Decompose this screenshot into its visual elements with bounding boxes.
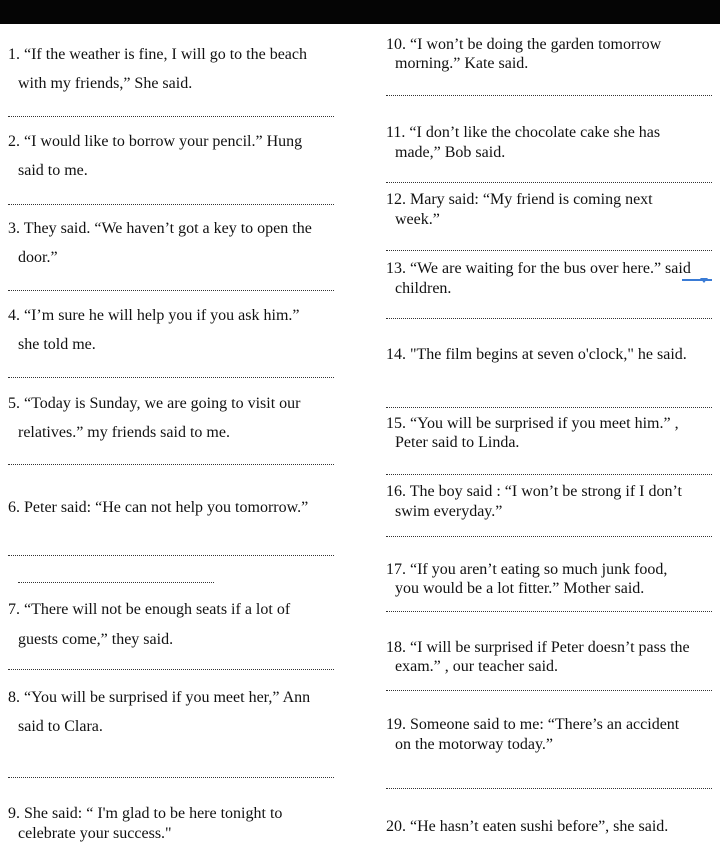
question-5-line-1: 5. “Today is Sunday, we are going to visit our	[8, 395, 301, 412]
question-1-line-1: 1. “If the weather is fine, I will go to the beach	[8, 46, 307, 63]
answer-line-8[interactable]	[8, 777, 334, 778]
question-16-line-2: swim everyday.”	[395, 503, 503, 520]
answer-line-2[interactable]	[8, 204, 334, 205]
answer-line-12[interactable]	[386, 250, 712, 251]
question-18-line-1: 18. “I will be surprised if Peter doesn’t pass the	[386, 639, 690, 656]
question-19-line-2: on the motorway today.”	[395, 736, 554, 753]
question-8-line-2: said to Clara.	[18, 718, 103, 735]
question-12-line-2: week.”	[395, 211, 440, 228]
answer-line-13[interactable]	[386, 318, 712, 319]
question-4-line-1: 4. “I’m sure he will help you if you ask him.”	[8, 307, 300, 324]
question-7-line-2: guests come,” they said.	[18, 631, 174, 648]
question-11-line-1: 11. “I don’t like the chocolate cake she has	[386, 124, 661, 141]
answer-line-16[interactable]	[386, 536, 712, 537]
answer-line-3[interactable]	[8, 290, 334, 291]
question-12-line-1: 12. Mary said: “My friend is coming next	[386, 191, 653, 208]
answer-line-5[interactable]	[8, 464, 334, 465]
question-3-line-1: 3. They said. “We haven’t got a key to open the	[8, 220, 312, 237]
question-20-line-1: 20. “He hasn’t eaten sushi before”, she said.	[386, 818, 669, 835]
question-2-line-2: said to me.	[18, 162, 88, 179]
question-2-line-1: 2. “I would like to borrow your pencil.” Hung	[8, 133, 303, 150]
question-8-line-1: 8. “You will be surprised if you meet her,” Ann	[8, 689, 311, 706]
question-6-line-1: 6. Peter said: “He can not help you tomorrow.”	[8, 499, 309, 516]
question-16-line-1: 16. The boy said : “I won’t be strong if I don’t	[386, 483, 682, 500]
answer-line-18[interactable]	[386, 690, 712, 691]
question-15-line-2: Peter said to Linda.	[395, 434, 520, 451]
answer-line-6a[interactable]	[8, 555, 334, 556]
question-9-line-2: celebrate your success."	[18, 825, 172, 842]
question-10-line-1: 10. “I won’t be doing the garden tomorrow	[386, 36, 662, 53]
question-15-line-1: 15. “You will be surprised if you meet him.” ,	[386, 415, 679, 432]
answer-line-1[interactable]	[8, 116, 334, 117]
question-9-line-1: 9. She said: “ I'm glad to be here tonight to	[8, 805, 283, 822]
question-4-line-2: she told me.	[18, 336, 96, 353]
question-7-line-1: 7. “There will not be enough seats if a lot of	[8, 601, 291, 618]
question-17-line-1: 17. “If you aren’t eating so much junk food,	[386, 561, 668, 578]
spellcheck-arrow-icon	[700, 278, 708, 283]
answer-line-11[interactable]	[386, 182, 712, 183]
question-5-line-2: relatives.” my friends said to me.	[18, 424, 230, 441]
question-11-line-2: made,” Bob said.	[395, 144, 506, 161]
answer-line-7[interactable]	[8, 669, 334, 670]
question-10-line-2: morning.” Kate said.	[395, 55, 529, 72]
top-black-bar	[0, 0, 720, 24]
answer-line-10[interactable]	[386, 95, 712, 96]
question-1-line-2: with my friends,” She said.	[18, 75, 193, 92]
answer-line-19[interactable]	[386, 788, 712, 789]
question-19-line-1: 19. Someone said to me: “There’s an accident	[386, 716, 680, 733]
question-13-line-1: 13. “We are waiting for the bus over here.” said	[386, 260, 691, 277]
question-3-line-2: door.”	[18, 249, 58, 266]
question-13-line-2: children.	[395, 280, 452, 297]
question-17-line-2: you would be a lot fitter.” Mother said.	[395, 580, 645, 597]
answer-line-14[interactable]	[386, 407, 712, 408]
answer-line-4[interactable]	[8, 377, 334, 378]
answer-line-17[interactable]	[386, 611, 712, 612]
question-14-line-1: 14. "The film begins at seven o'clock," he said.	[386, 346, 687, 363]
answer-line-6b[interactable]	[18, 582, 214, 583]
answer-line-15[interactable]	[386, 474, 712, 475]
question-18-line-2: exam.” , our teacher said.	[395, 658, 559, 675]
